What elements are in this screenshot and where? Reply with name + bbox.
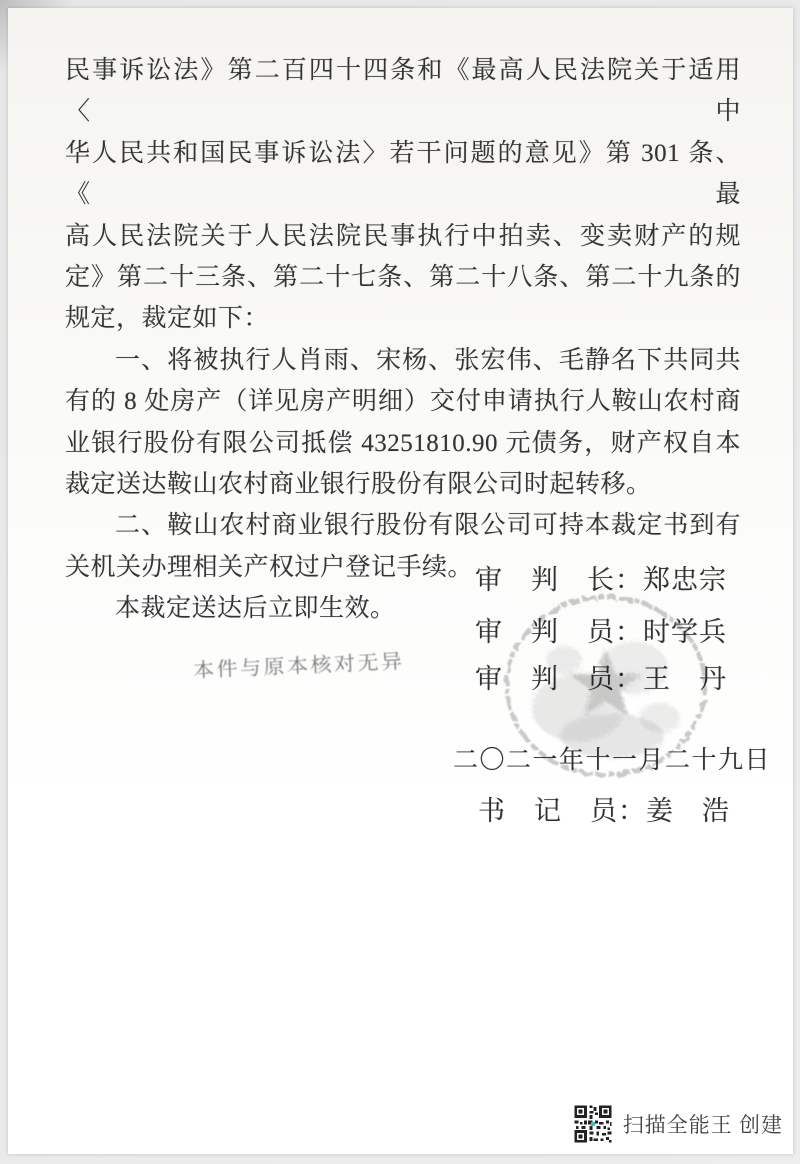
ruling-body-text [65, 50, 741, 630]
body-line: 规定，裁定如下： [65, 305, 270, 333]
judge-line: 审 判 员：王 丹 [475, 664, 727, 694]
body-line: 定》第二十三条、第二十七条、第二十八条、第二十九条的 [65, 264, 741, 292]
body-line: 业银行股份有限公司抵偿 43251810.90 元债务，财产权自本 [65, 429, 741, 457]
body-line: 民事诉讼法》第二百四十四条和《最高人民法院关于适用〈中 [65, 57, 741, 126]
body-line: 二、鞍山农村商业银行股份有限公司可持本裁定书到有 [115, 512, 741, 540]
body-line: 裁定送达鞍山农村商业银行股份有限公司时起转移。 [65, 471, 652, 499]
body-line: 本裁定送达后立即生效。 [115, 595, 396, 623]
body-line: 华人民共和国民事诉讼法〉若干问题的意见》第 301 条、《最 [65, 139, 741, 209]
clerk-line: 书 记 员：姜 浩 [478, 796, 730, 826]
presiding-judge-line: 审 判 长：郑忠宗 [475, 565, 727, 595]
body-line: 有的 8 处房产（详见房产明细）交付申请执行人鞍山农村商 [65, 388, 741, 416]
ruling-date: 二〇二一年十一月二十九日 [453, 747, 772, 774]
body-line: 高人民法院关于人民法院民事执行中拍卖、变卖财产的规 [65, 222, 741, 250]
watermark-text: 扫描全能王 创建 [622, 1113, 783, 1137]
document-page [8, 8, 793, 1154]
body-line: 关机关办理相关产权过户登记手续。 [65, 553, 474, 581]
body-line: 一、将被执行人肖雨、宋杨、张宏伟、毛静名下共同共 [115, 346, 741, 374]
copy-verification-stamp: 本件与原本核对无异 [192, 650, 405, 682]
scanner-watermark [573, 1102, 783, 1146]
qr-code-icon [573, 1104, 613, 1144]
judge-line: 审 判 员：时学兵 [475, 617, 727, 647]
